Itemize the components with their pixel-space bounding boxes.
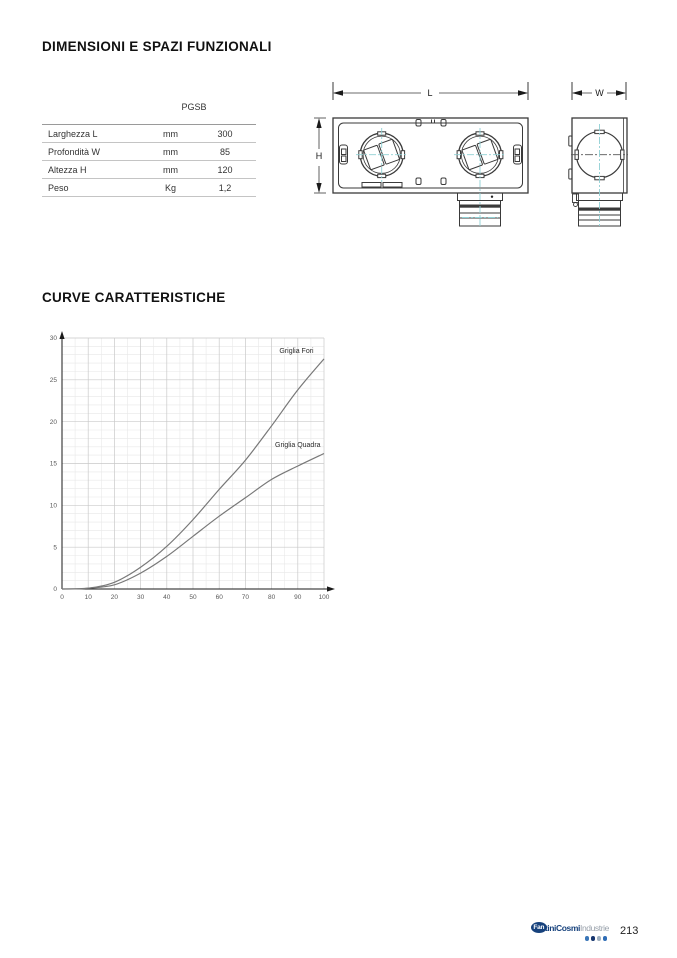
page-number: 213 bbox=[620, 925, 639, 937]
column-header-pgsb: PGSB bbox=[181, 102, 207, 112]
table-row bbox=[42, 178, 256, 196]
svg-text:Griglia Quadra: Griglia Quadra bbox=[275, 441, 321, 449]
row-value: 85 bbox=[219, 146, 230, 157]
svg-text:10: 10 bbox=[84, 594, 92, 601]
row-unit: mm bbox=[163, 128, 178, 139]
row-label: Profondità W bbox=[48, 146, 101, 157]
table-row bbox=[42, 160, 256, 178]
row-unit: mm bbox=[163, 146, 178, 157]
row-value: 1,2 bbox=[218, 182, 232, 193]
table-row bbox=[42, 142, 256, 160]
row-unit: Kg bbox=[164, 182, 176, 193]
logo-suffix-text: Industrie bbox=[579, 922, 609, 933]
svg-text:Griglia Fori: Griglia Fori bbox=[279, 348, 314, 356]
page-title: DIMENSIONI E SPAZI FUNZIONALI bbox=[42, 39, 272, 54]
dimension-label-H: H bbox=[315, 151, 323, 161]
svg-text:90: 90 bbox=[294, 594, 302, 601]
row-unit: mm bbox=[163, 164, 178, 175]
svg-text:5: 5 bbox=[53, 544, 57, 552]
front-view-drawing bbox=[312, 76, 544, 228]
svg-text:20: 20 bbox=[49, 418, 57, 426]
row-value: 120 bbox=[217, 164, 233, 175]
svg-text:80: 80 bbox=[267, 594, 276, 601]
svg-text:30: 30 bbox=[136, 594, 145, 601]
svg-text:30: 30 bbox=[49, 335, 57, 343]
svg-text:0: 0 bbox=[60, 594, 64, 601]
logo-dots bbox=[523, 936, 609, 941]
row-label: Altezza H bbox=[48, 164, 87, 175]
svg-text:25: 25 bbox=[49, 377, 57, 384]
table-row bbox=[42, 124, 256, 142]
logo-main-text: tiniCosmi bbox=[544, 922, 580, 933]
svg-text:40: 40 bbox=[163, 594, 171, 601]
logo-prefix: Fan bbox=[533, 924, 545, 931]
dimension-label-W: W bbox=[595, 88, 604, 98]
svg-text:0: 0 bbox=[53, 586, 57, 594]
row-label: Peso bbox=[48, 182, 69, 193]
svg-text:20: 20 bbox=[110, 594, 119, 601]
svg-text:50: 50 bbox=[189, 594, 197, 601]
svg-text:15: 15 bbox=[49, 460, 57, 468]
row-label: Larghezza L bbox=[48, 128, 98, 139]
svg-text:10: 10 bbox=[49, 502, 57, 510]
row-value: 300 bbox=[217, 128, 233, 139]
dimension-label-L: L bbox=[427, 88, 433, 98]
svg-text:100: 100 bbox=[318, 594, 330, 601]
dimensions-table bbox=[42, 96, 256, 197]
table-header-row bbox=[42, 96, 256, 124]
section-title-curves: CURVE CARATTERISTICHE bbox=[42, 290, 226, 305]
curve-chart bbox=[40, 330, 340, 615]
svg-text:70: 70 bbox=[241, 594, 250, 601]
characteristic-curves-chart bbox=[40, 330, 340, 620]
svg-text:60: 60 bbox=[215, 594, 223, 601]
fantini-cosmi-logo bbox=[523, 921, 609, 941]
side-view-drawing bbox=[556, 76, 674, 228]
